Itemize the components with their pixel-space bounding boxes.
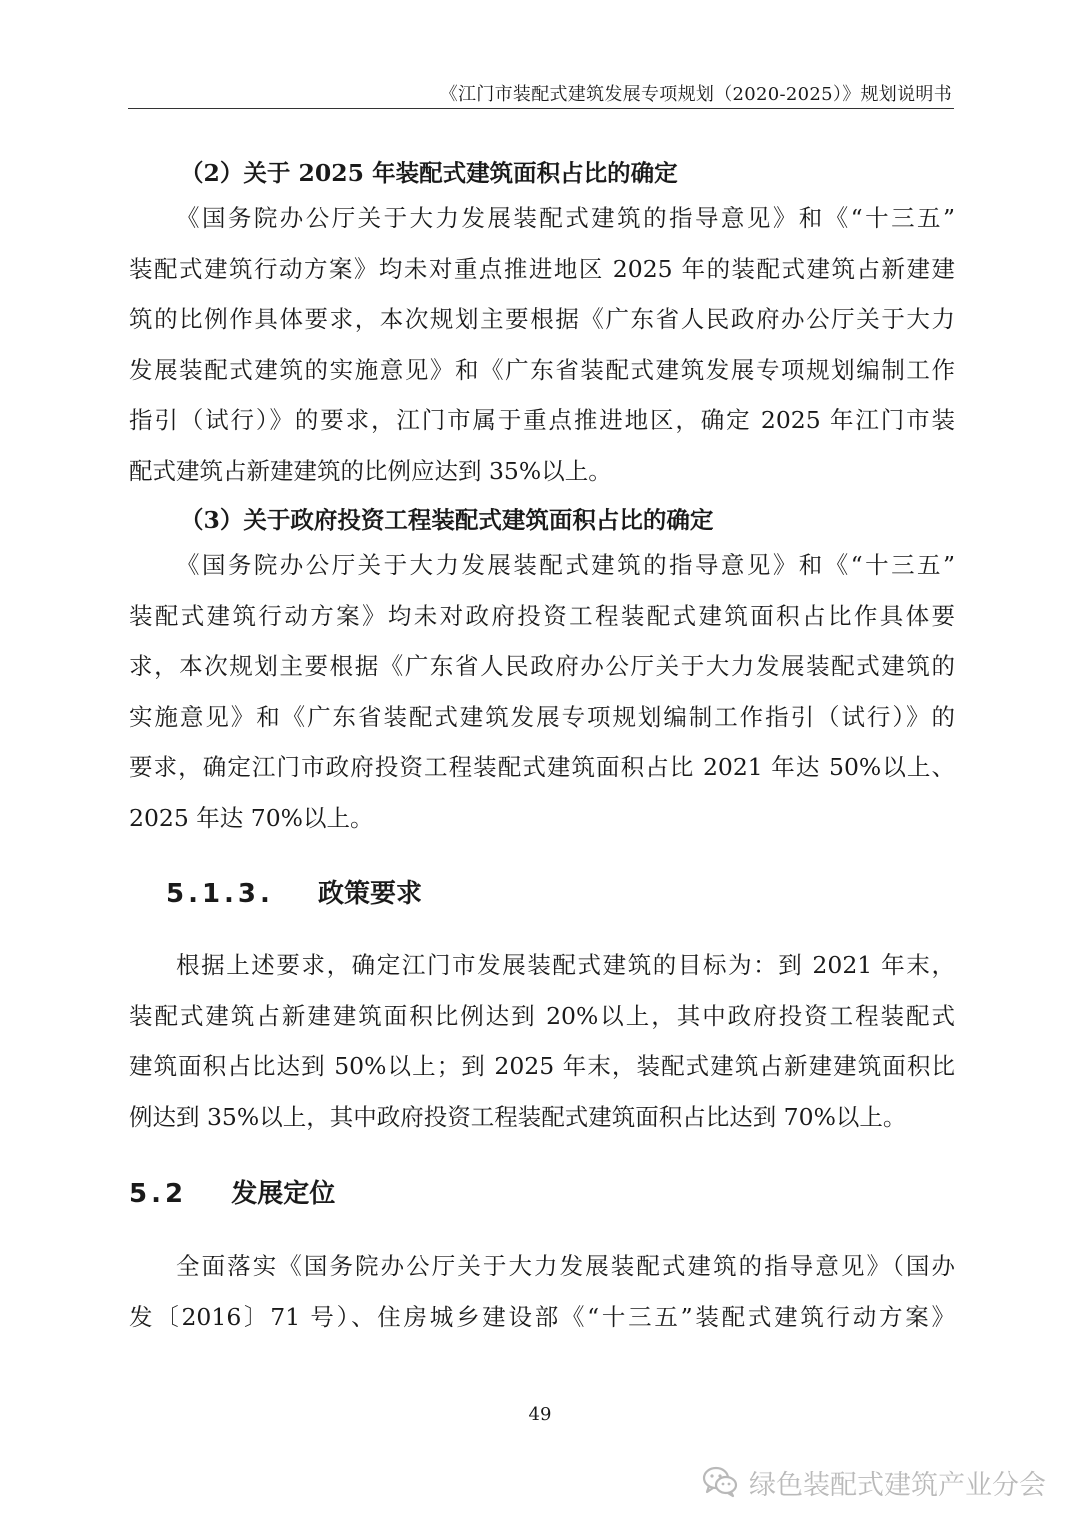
line: 装配式建筑行动方案》均未对政府投资工程装配式建筑面积占比作具体要 — [129, 601, 955, 630]
line: 《国务院办公厅关于大力发展装配式建筑的指导意见》和《“十三五” — [176, 551, 955, 579]
line: 根据上述要求，确定江门市发展装配式建筑的目标为：到 2021 年末， — [176, 951, 955, 979]
line: 发展装配式建筑的实施意见》和《广东省装配式建筑发展专项规划编制工作 — [129, 355, 955, 384]
running-header: 《江门市装配式建筑发展专项规划（2020-2025）》规划说明书 — [439, 84, 952, 105]
line: 装配式建筑占新建建筑面积比例达到 20%以上，其中政府投资工程装配式 — [129, 1001, 955, 1030]
line: 发〔2016〕71 号）、住房城乡建设部《“十三五”装配式建筑行动方案》 — [129, 1302, 955, 1331]
paragraph-policy — [129, 940, 955, 1142]
paragraph-positioning — [129, 1241, 955, 1342]
line: 筑的比例作具体要求，本次规划主要根据《广东省人民政府办公厅关于大力 — [129, 305, 955, 333]
section-heading-5-1-3 — [166, 873, 422, 910]
section-number: 5.2 — [129, 1179, 188, 1209]
subheading-3: （3）关于政府投资工程装配式建筑面积占比的确定 — [180, 506, 714, 534]
line: 例达到 35%以上，其中政府投资工程装配式建筑面积占比达到 70%以上。 — [129, 1102, 907, 1131]
line: 建筑面积占比达到 50%以上；到 2025 年末，装配式建筑占新建建筑面积比 — [129, 1052, 955, 1080]
line: 配式建筑占新建建筑的比例应达到 35%以上。 — [129, 456, 612, 485]
section-title: 政策要求 — [318, 879, 423, 909]
line: 实施意见》和《广东省装配式建筑发展专项规划编制工作指引（试行）》的 — [129, 702, 955, 731]
line: 《国务院办公厅关于大力发展装配式建筑的指导意见》和《“十三五” — [176, 204, 955, 232]
line: 装配式建筑行动方案》均未对重点推进地区 2025 年的装配式建筑占新建建 — [129, 254, 955, 283]
section-number: 5.1.3. — [166, 879, 274, 909]
header-rule — [128, 108, 954, 109]
subheading-2: （2）关于 2025 年装配式建筑面积占比的确定 — [180, 159, 678, 187]
page-number: 49 — [528, 1404, 552, 1425]
watermark — [701, 1462, 1046, 1502]
line: 全面落实《国务院办公厅关于大力发展装配式建筑的指导意见》（国办 — [176, 1252, 955, 1280]
line: 要求，确定江门市政府投资工程装配式建筑面积占比 2021 年达 50%以上、 — [129, 753, 955, 781]
wechat-icon — [701, 1465, 739, 1499]
section-heading-5-2 — [129, 1173, 335, 1210]
line: 求，本次规划主要根据《广东省人民政府办公厅关于大力发展装配式建筑的 — [129, 652, 955, 680]
watermark-text: 绿色装配式建筑产业分会 — [749, 1469, 1046, 1501]
line: 指引（试行）》的要求，江门市属于重点推进地区，确定 2025 年江门市装 — [129, 406, 955, 434]
section-title: 发展定位 — [231, 1179, 336, 1209]
paragraph-sub3 — [129, 540, 955, 843]
line: 2025 年达 70%以上。 — [129, 803, 374, 832]
paragraph-sub2 — [129, 193, 955, 496]
